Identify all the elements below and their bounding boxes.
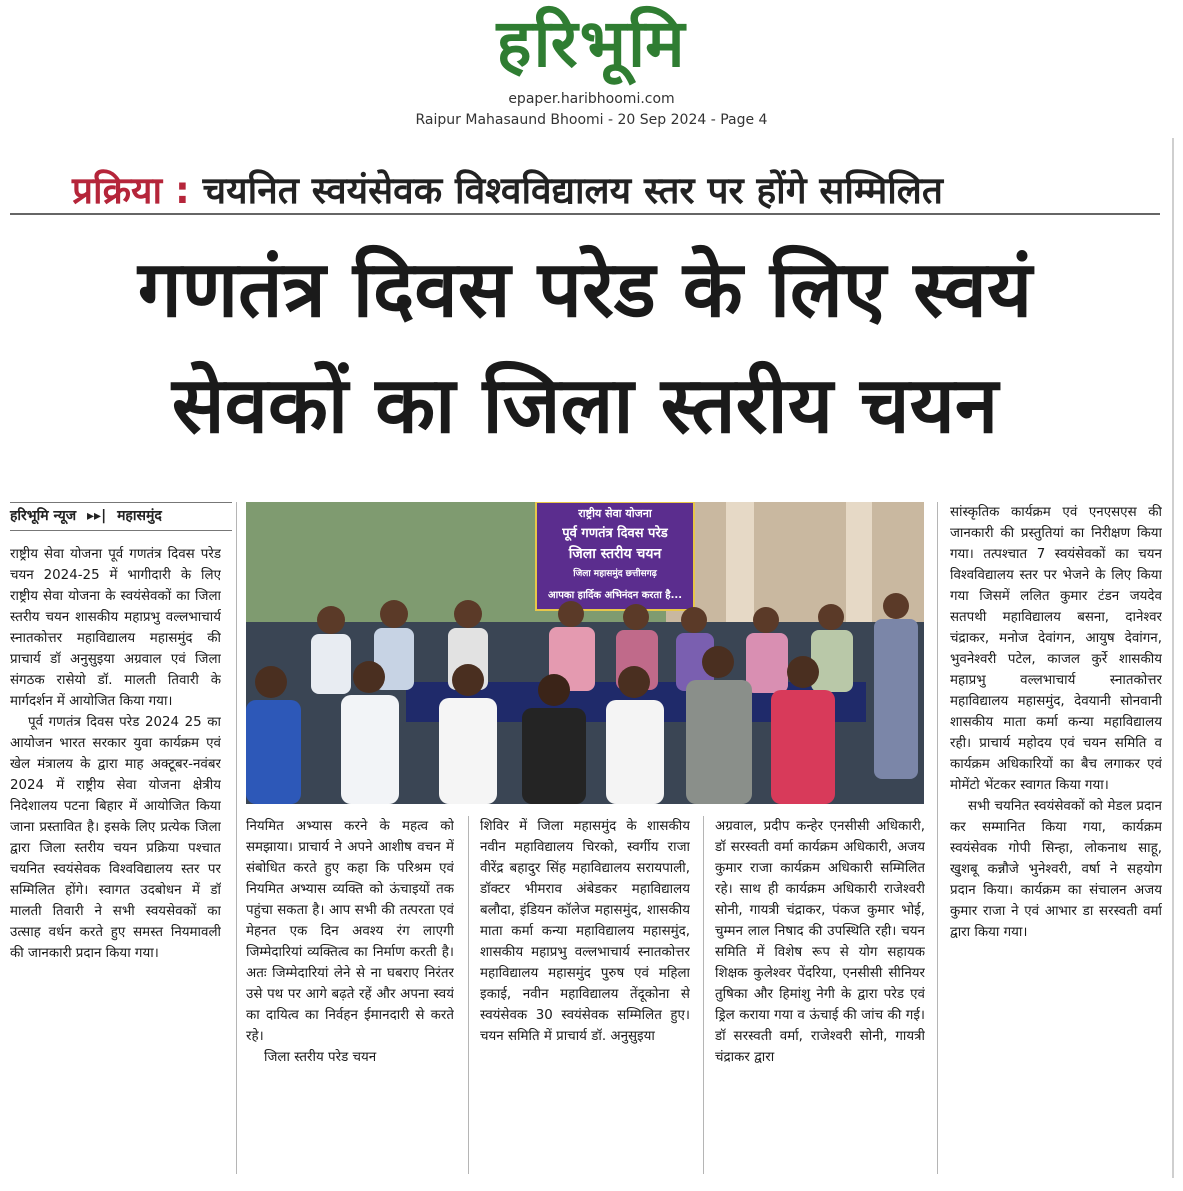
article-paragraph: सभी चयनित स्वयंसेवकों को मेडल प्रदान कर सम्मानित किया गया, कार्यक्रम स्वयंसेवक गोपी सिन्हा, लोकनाथ साहू, खुशबू कन्नौजे भुनेश्वरी, वर्षा ने सहयोग प्रदान किया। कार्यक्रम का संचालन अजय कुमार राजा ने एवं आभार डा सरस्वती वर्मा द्वारा किया गया। <box>950 799 1162 940</box>
banner-line-2: पूर्व गणतंत्र दिवस परेड <box>562 526 668 541</box>
article-column-2 <box>246 816 454 1176</box>
headline-line-1: गणतंत्र दिवस परेड के लिए स्वयं <box>137 245 1033 335</box>
banner-line-1: राष्ट्रीय सेवा योजना <box>578 507 652 520</box>
event-photo <box>246 502 924 804</box>
masthead <box>0 0 1183 135</box>
article-column-1 <box>10 544 221 1174</box>
article-paragraph: जिला स्तरीय परेड चयन <box>264 1050 377 1065</box>
article-paragraph: शिविर में जिला महासमुंद के शासकीय नवीन महाविद्यालय चिरको, स्वर्गीय राजा वीरेंद्र बहादुर सिंह महाविद्यालय सरायपाली, डॉक्टर भीमराव अंबेडकर महाविद्यालय बलौदा, इंडियन कॉलेज महासमुंद, शासकीय माता कर्मा कन्या महाविद्यालय महासमुंद, शासकीय महाप्रभु वल्लभाचार्य स्नातकोत्तर महाविद्यालय महासमुंद पुरुष एवं महिला इकाई, नवीन महाविद्यालय तेंदूकोना से स्वयंसेवक 30 स्वयंसेवक सम्मिलित हुए। चयन समिति में प्राचार्य डॉ. अनुसुइया <box>480 819 690 1044</box>
article-column-4 <box>715 816 925 1176</box>
photo-illustration <box>246 502 924 804</box>
article-paragraph: राष्ट्रीय सेवा योजना पूर्व गणतंत्र दिवस परेड चयन 2024-25 में भागीदारी के लिए राष्ट्रीय सेवा योजना के स्वयंसेवकों का जिला स्तरीय चयन शासकीय महाप्रभु वल्लभाचार्य स्नातकोत्तर महाविद्यालय महासमुंद की प्राचार्य डॉ अनुसुइया अग्रवाल एवं जिला संगठक रासेयो डॉ. मालती तिवारी के मार्गदर्शन में आयोजित किया गया। <box>10 547 221 709</box>
site-url[interactable]: epaper.haribhoomi.com <box>508 91 675 107</box>
page-edge-rule <box>1172 138 1174 1178</box>
kicker-label: प्रक्रिया : <box>72 169 190 212</box>
column-divider <box>703 816 704 1174</box>
banner-line-4: जिला महासमुंद छत्तीसगढ़ <box>573 569 657 579</box>
article-paragraph: पूर्व गणतंत्र दिवस परेड 2024 25 का आयोजन भारत सरकार युवा कार्यक्रम एवं खेल मंत्रालय के द्वारा माह अक्टूबर-नवंबर 2024 में राष्ट्रीय सेवा योजना क्षेत्रीय निदेशालय पटना बिहार में आयोजित किया जाना प्रस्तावित है। इसके लिए प्रत्येक जिला द्वारा जिला स्तरीय चयन प्रक्रिया पश्चात चयनित स्वयंसेवक विश्वविद्यालय स्तर पर सम्मिलित होंगे। स्वागत उदबोधन में डॉ मालती तिवारी ने सभी स्वयसेवकों का उत्साह वर्धन करते हुए समस्त नियमावली की जानकारी प्रदान किया गया। <box>10 715 221 961</box>
byline-divider-bottom <box>10 530 232 531</box>
article-paragraph: सांस्कृतिक कार्यक्रम एवं एनएसएस की जानकारी की प्रस्तुतियां का निरीक्षण किया गया। तत्पश्चात 7 स्वयंसेवकों का चयन विश्वविद्यालय स्तर पर भेजने के लिए किया गया जिसमें ललित कुमार टंडन जयदेव सतपथी महाविद्यालय बसना, दानेश्वर चंद्राकर, मनोज देवांगन, आयुष देवांगन, भुवनेश्वरी पटेल, काजल कुर्रे शासकीय महाप्रभु वल्लभाचार्य स्नातकोत्तर महाविद्यालय महासमुंद, देवयानी सोनवानी शासकीय माता कर्मा कन्या महाविद्यालय रही। प्राचार्य महोदय एवं चयन समिति व कार्यक्रम अधिकारियों का बैच लगाकर एवं मोमेंटो भेंटकर स्वागत किया गया। <box>950 505 1162 793</box>
column-divider <box>468 816 469 1174</box>
byline-divider-top <box>10 502 232 503</box>
byline <box>10 504 232 528</box>
article-paragraph: अग्रवाल, प्रदीप कन्हेर एनसीसी अधिकारी, डॉ सरस्वती वर्मा कार्यक्रम अधिकारी, अजय कुमार राजा कार्यक्रम अधिकारी सम्मिलित रहे। साथ ही कार्यक्रम अधिकारी राजेश्वरी सोनी, गायत्री चंद्राकर, पंकज कुमार भोई, चुम्मन लाल निषाद की उपस्थिति रही। चयन समिति में विशेष रूप से योग सहायक शिक्षक कुलेश्वर पेंदरिया, एनसीसी सीनियर तुषिका और हिमांशु नेगी के द्वारा परेड एवं ड्रिल कराया गया व ऊंचाई की जांच की गई। डॉ सरस्वती वर्मा, राजेश्वरी सोनी, गायत्री चंद्राकर द्वारा <box>715 819 925 1065</box>
column-divider <box>937 502 938 1174</box>
headline-line-2: सेवकों का जिला स्तरीय चयन <box>171 361 999 451</box>
byline-place: महासमुंद <box>117 508 162 524</box>
column-divider <box>236 502 237 1174</box>
byline-source: हरिभूमि न्यूज <box>10 508 77 524</box>
edition-info: Raipur Mahasaund Bhoomi - 20 Sep 2024 - Page 4 <box>415 112 768 128</box>
article-paragraph: नियमित अभ्यास करने के महत्व को समझाया। प्राचार्य ने अपने आशीष वचन में संबोधित करते हुए कहा कि परिश्रम एवं नियमित अभ्यास व्यक्ति को ऊंचाइयों तक पहुंचा सकता है। आप सभी की तत्परता एवं मेहनत एक दिन अवश्य रंग लाएगी जिम्मेदारियां व्यक्तित्व का निर्माण करती है। अतः जिम्मेदारियां लेने से ना घबराए निरंतर उसे पथ पर आगे बढ़ते रहें और अपना स्वयं का दायित्व का निर्वहन ईमानदारी से करते रहे। <box>246 819 454 1044</box>
kicker-text: चयनित स्वयंसेवक विश्वविद्यालय स्तर पर होंगे सम्मिलित <box>202 169 943 212</box>
article-column-3 <box>480 816 690 1176</box>
kicker <box>72 166 1112 216</box>
byline-arrow-icon: ▸▸| <box>87 508 107 524</box>
newspaper-logo: हरिभूमि <box>496 5 687 82</box>
kicker-divider <box>10 213 1160 215</box>
banner-line-3: जिला स्तरीय चयन <box>568 546 662 562</box>
article-column-5 <box>950 502 1162 1174</box>
banner-line-5: आपका हार्दिक अभिनंदन करता है... <box>547 590 683 601</box>
